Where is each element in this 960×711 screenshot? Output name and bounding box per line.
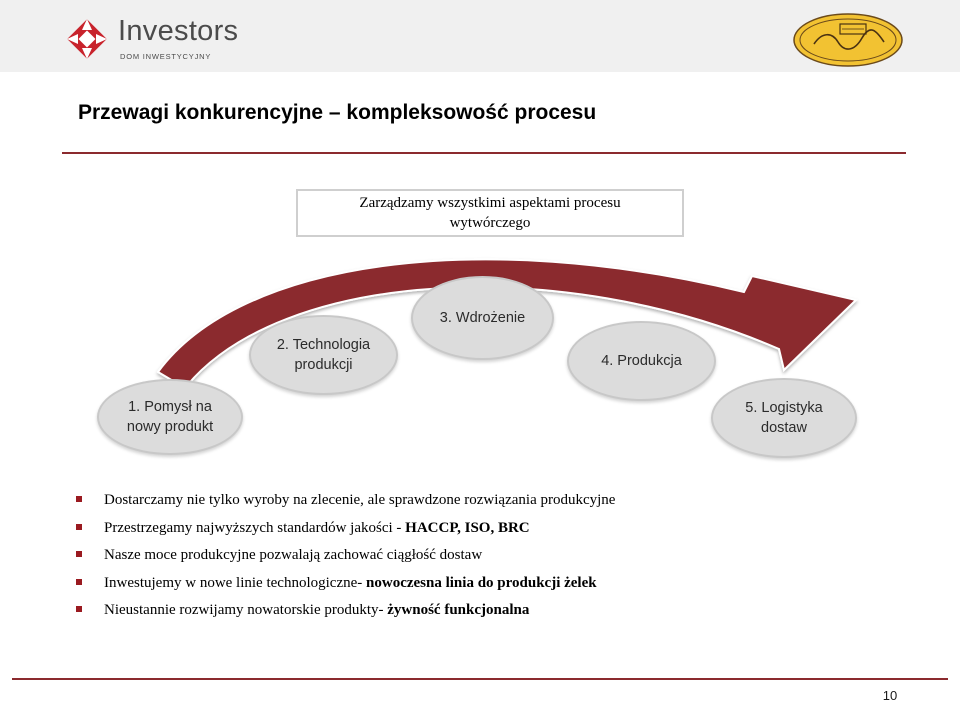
step-2-circle: [249, 315, 398, 395]
footer-divider: [12, 678, 948, 680]
step-3-label: 3. Wdrożenie: [439, 310, 526, 326]
step-5-label: 5. Logistyka dostaw: [745, 400, 823, 436]
bullet-list: [76, 488, 936, 626]
step-1-circle: [97, 379, 243, 455]
step-4-label: 4. Produkcja: [601, 353, 682, 369]
bullet-item: Nieustannie rozwijamy nowatorskie produkty- żywność funkcjonalna: [76, 598, 936, 626]
step-5-circle: [711, 378, 857, 458]
bullet-item: Nasze moce produkcyjne pozwalają zachować ciągłość dostaw: [76, 543, 936, 571]
logo-subtitle: DOM INWESTYCYJNY: [120, 52, 212, 61]
step-2-label: 2. Technologia produkcji: [276, 337, 371, 373]
step-1-label: 1. Pomysł na nowy produkt: [126, 399, 214, 435]
step-3-circle: [411, 276, 554, 360]
bullet-item: Dostarczamy nie tylko wyroby na zlecenie, ale sprawdzone rozwiązania produkcyjne: [76, 488, 936, 516]
banner-text: Zarządzamy wszystkimi aspektami procesu wytwórczego: [359, 195, 621, 231]
bullet-item: Inwestujemy w nowe linie technologiczne- nowoczesna linia do produkcji żelek: [76, 571, 936, 599]
step-4-circle: [567, 321, 716, 401]
logo-name: Investors: [118, 15, 239, 47]
page-number: 10: [882, 688, 898, 703]
page-title: Przewagi konkurencyjne – kompleksowość procesu: [78, 101, 597, 124]
bullet-item: Przestrzegamy najwyższych standardów jakości - HACCP, ISO, BRC: [76, 516, 936, 544]
